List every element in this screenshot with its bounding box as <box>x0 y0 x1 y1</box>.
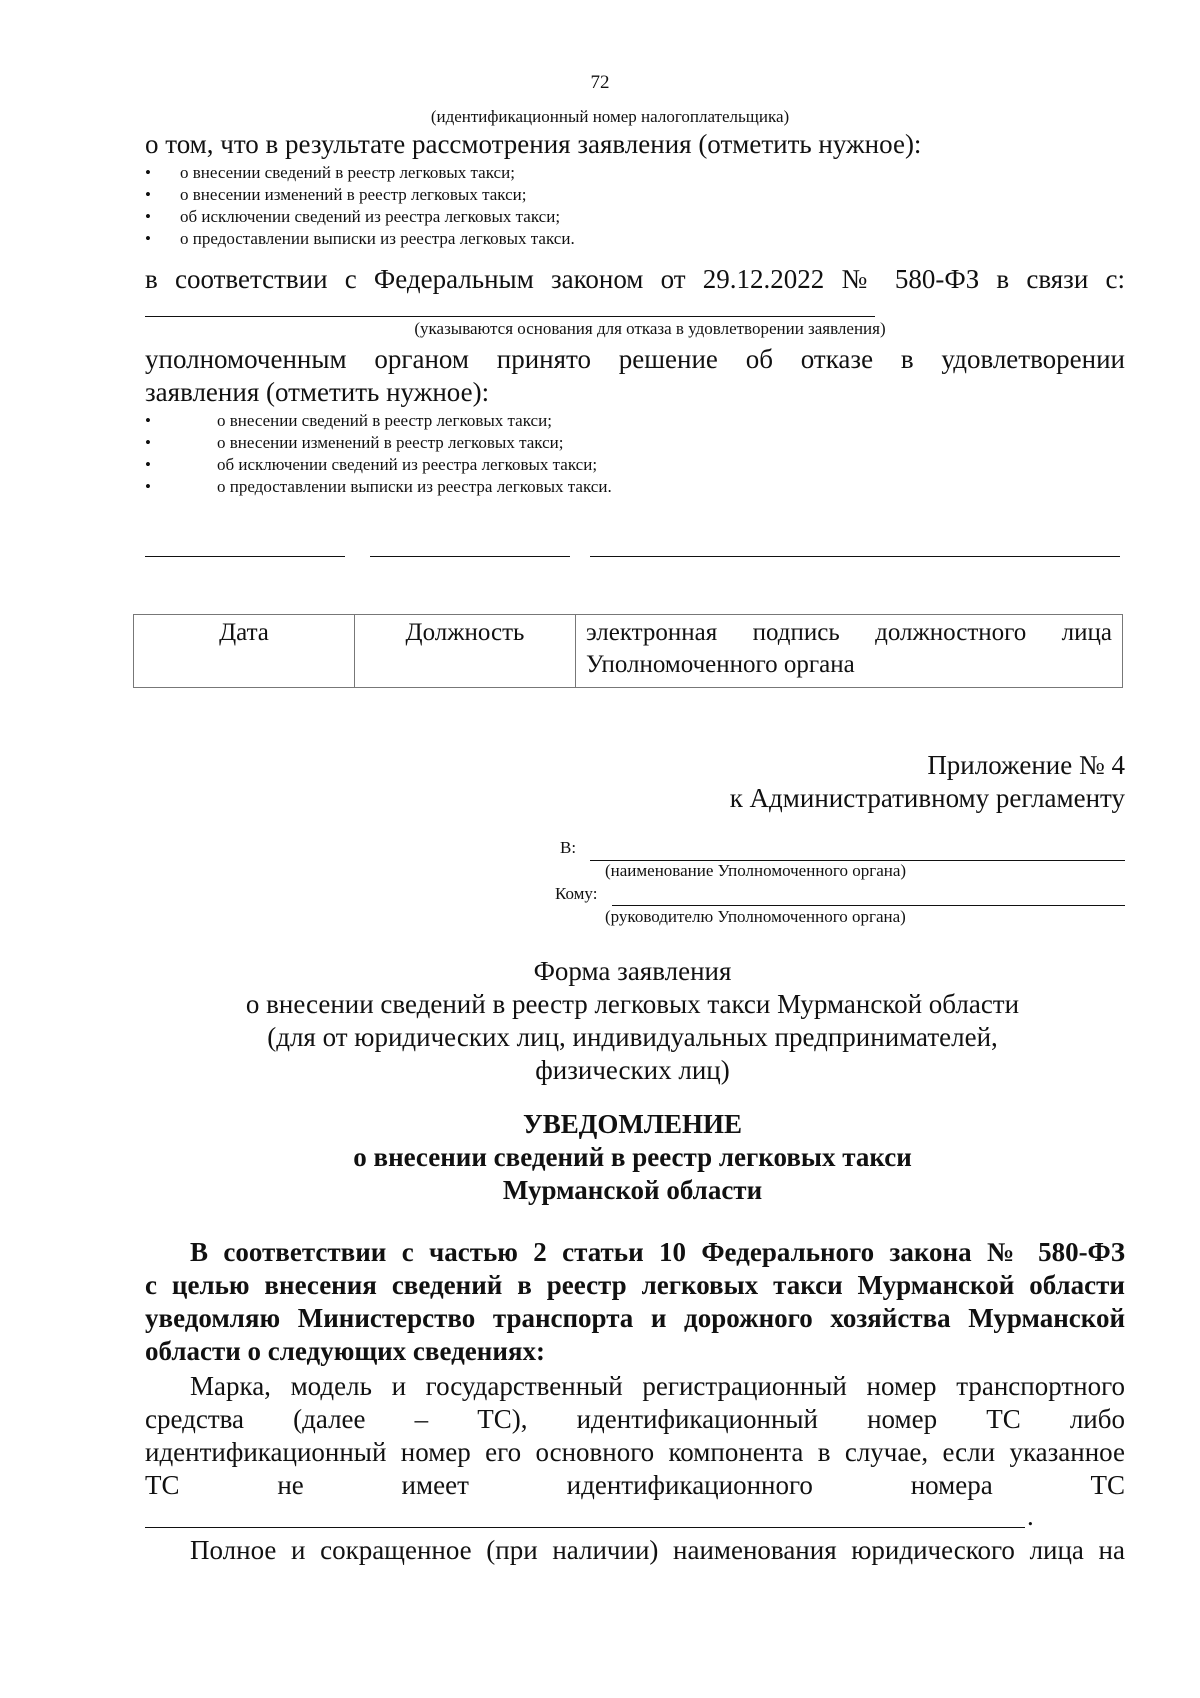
bold-paragraph: В соответствии с частью 2 статьи 10 Федерального закона № 580-ФЗ с целью внесения сведений в реестр легковых такси Мурманской области уведомляю Министерство транспорта и дорожного хозяйства Мурманской области о следующих сведениях: <box>145 1237 1125 1366</box>
inn-caption: (идентификационный номер налогоплательщика) <box>430 107 790 126</box>
decision-line-2: заявления (отметить нужное): <box>145 377 490 407</box>
position-cell: Должность <box>355 615 576 688</box>
intro-line: о том, что в результате рассмотрения заявления (отметить нужное): <box>145 129 922 159</box>
notice-title: УВЕДОМЛЕНИЕ о внесении сведений в реестр легковых такси Мурманской области <box>353 1109 912 1205</box>
list-item: • об исключении сведений из реестра легковых такси; <box>145 207 561 226</box>
appendix-subtitle: к Административному регламенту <box>729 783 1125 813</box>
signature-cell: электронная подпись должностного лица Уполномоченного органа <box>576 615 1123 688</box>
date-blank-line <box>145 556 345 557</box>
list-item: • о предоставлении выписки из реестра легковых такси. <box>145 477 612 496</box>
appendix-title: Приложение № 4 <box>927 750 1125 780</box>
list-item: • о внесении изменений в реестр легковых такси; <box>145 433 564 452</box>
v-label: В: <box>560 838 577 857</box>
decision-line-1: уполномоченным органом принято решение об отказе в удовлетворении <box>145 344 1125 374</box>
komu-caption: (руководителю Уполномоченного органа) <box>605 907 906 926</box>
vehicle-blank-line <box>145 1527 1025 1528</box>
reasons-caption: (указываются основания для отказа в удовлетворении заявления) <box>414 319 886 338</box>
date-cell: Дата <box>134 615 355 688</box>
period: . <box>1027 1501 1034 1531</box>
signature-table <box>133 614 1123 688</box>
law-line: в соответствии с Федеральным законом от 29.12.2022 № 580-ФЗ в связи с: <box>145 264 1125 294</box>
list-item: • об исключении сведений из реестра легковых такси; <box>145 455 598 474</box>
last-line: Полное и сокращенное (при наличии) наименования юридического лица на <box>190 1535 1125 1565</box>
form-title: Форма заявления о внесении сведений в реестр легковых такси Мурманской области (для от юридических лиц, индивидуальных предпринимателей, физических лиц) <box>245 956 1020 1085</box>
signature-blank-line <box>590 556 1120 557</box>
list-item: • о внесении изменений в реестр легковых такси; <box>145 185 527 204</box>
vehicle-paragraph: Марка, модель и государственный регистрационный номер транспортного средства (далее – ТС), идентификационный номер ТС либо идентификационный номер его основного компонента в случае, если указанное ТС не имеет идентификационного номера ТС <box>145 1371 1125 1500</box>
position-blank-line <box>370 556 570 557</box>
v-caption: (наименование Уполномоченного органа) <box>605 861 907 880</box>
result-options-list <box>145 162 1045 250</box>
reasons-blank-line <box>145 316 875 317</box>
refusal-options-list <box>145 410 1045 498</box>
komu-label: Кому: <box>555 884 598 903</box>
list-item: • о предоставлении выписки из реестра легковых такси. <box>145 229 575 248</box>
list-item: • о внесении сведений в реестр легковых такси; <box>145 411 552 430</box>
komu-blank-line <box>612 905 1125 906</box>
page-number: 72 <box>590 72 610 93</box>
list-item: • о внесении сведений в реестр легковых такси; <box>145 163 515 182</box>
